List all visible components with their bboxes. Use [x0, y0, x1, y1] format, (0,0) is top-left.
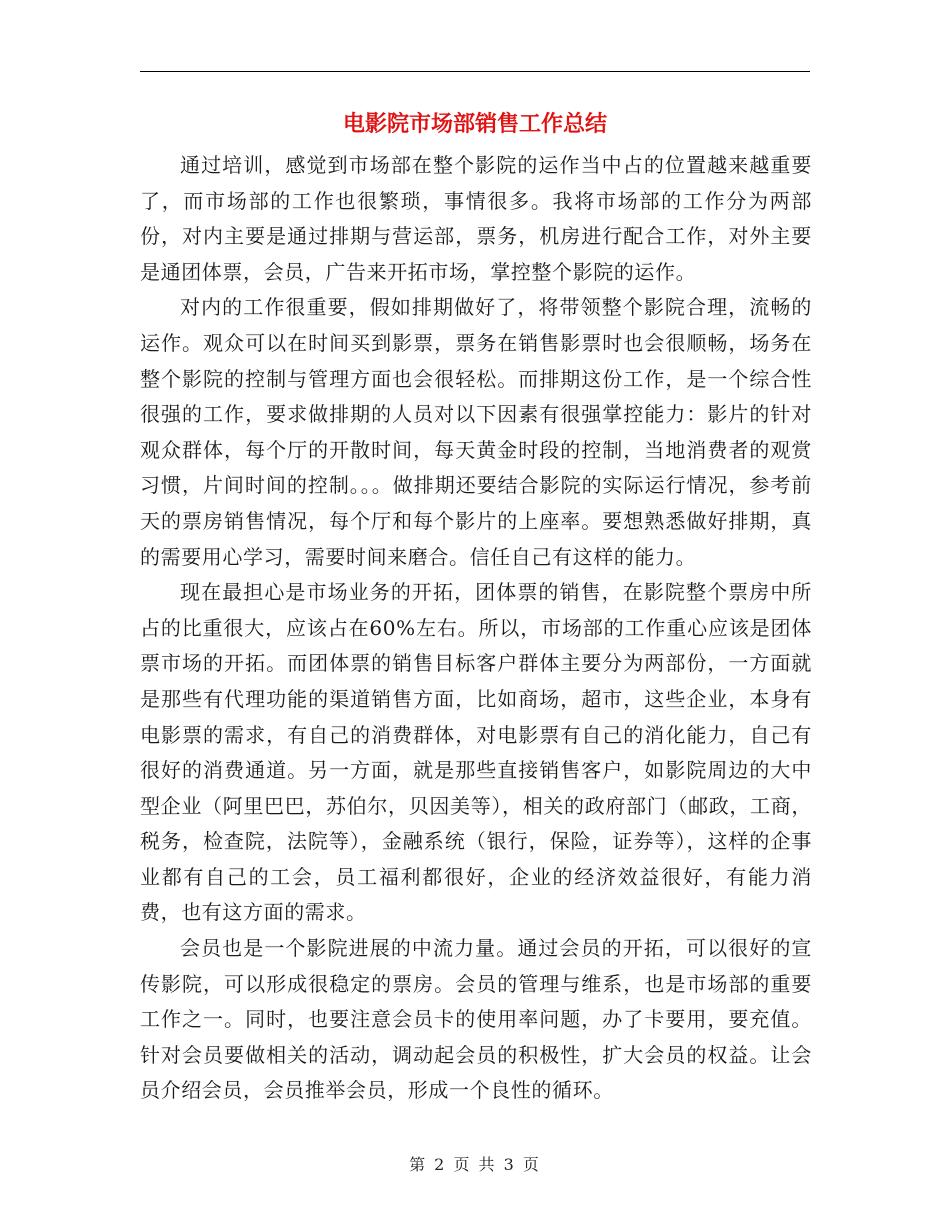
paragraph-4: 会员也是一个影院进展的中流力量。通过会员的开拓，可以很好的宣传影院，可以形成很稳定的票房。会员的管理与维系，也是市场部的重要工作之一。同时，也要注意会员卡的使用率问题，办了卡要用，要充值。针对会员要做相关的活动，调动起会员的积极性，扩大会员的权益。让会员介绍会员，会员推举会员，形成一个良性的循环。: [140, 936, 812, 1103]
header-rule: [140, 71, 810, 72]
paragraph-3: 现在最担心是市场业务的开拓，团体票的销售，在影院整个票房中所占的比重很大，应该占在60%左右。所以，市场部的工作重心应该是团体票市场的开拓。而团体票的销售目标客户群体主要分为两部份，一方面就是那些有代理功能的渠道销售方面，比如商场，超市，这些企业，本身有电影票的需求，有自己的消费群体，对电影票有自己的消化能力，自己有很好的消费通道。另一方面，就是那些直接销售客户，如影院周边的大中型企业（阿里巴巴，苏伯尔，贝因美等），相关的政府部门（邮政，工商，税务，检查院，法院等），金融系统（银行，保险，证券等），这样的企事业都有自己的工会，员工福利都很好，企业的经济效益很好，有能力消费，也有这方面的需求。: [140, 580, 812, 925]
paragraph-2: 对内的工作很重要，假如排期做好了，将带领整个影院合理，流畅的运作。观众可以在时间买到影票，票务在销售影票时也会很顺畅，场务在整个影院的控制与管理方面也会很轻松。而排期这份工作，是一个综合性很强的工作，要求做排期的人员对以下因素有很强掌控能力：影片的针对观众群体，每个厅的开散时间，每天黄金时段的控制，当地消费者的观赏习惯，片间时间的控制。。。做排期还要结合影院的实际运行情况，参考前天的票房销售情况，每个厅和每个影片的上座率。要想熟悉做好排期，真的需要用心学习，需要时间来磨合。信任自己有这样的能力。: [140, 295, 812, 569]
page-number-footer: 第 2 页 共 3 页: [409, 1155, 541, 1174]
document-title: 电影院市场部销售工作总结: [342, 112, 607, 137]
paragraph-1: 通过培训，感觉到市场部在整个影院的运作当中占的位置越来越重要了，而市场部的工作也很繁琐，事情很多。我将市场部的工作分为两部份，对内主要是通过排期与营运部，票务，机房进行配合工作，对外主要是通团体票，会员，广告来开拓市场，掌控整个影院的运作。: [140, 153, 812, 284]
document-body: [140, 148, 812, 1109]
